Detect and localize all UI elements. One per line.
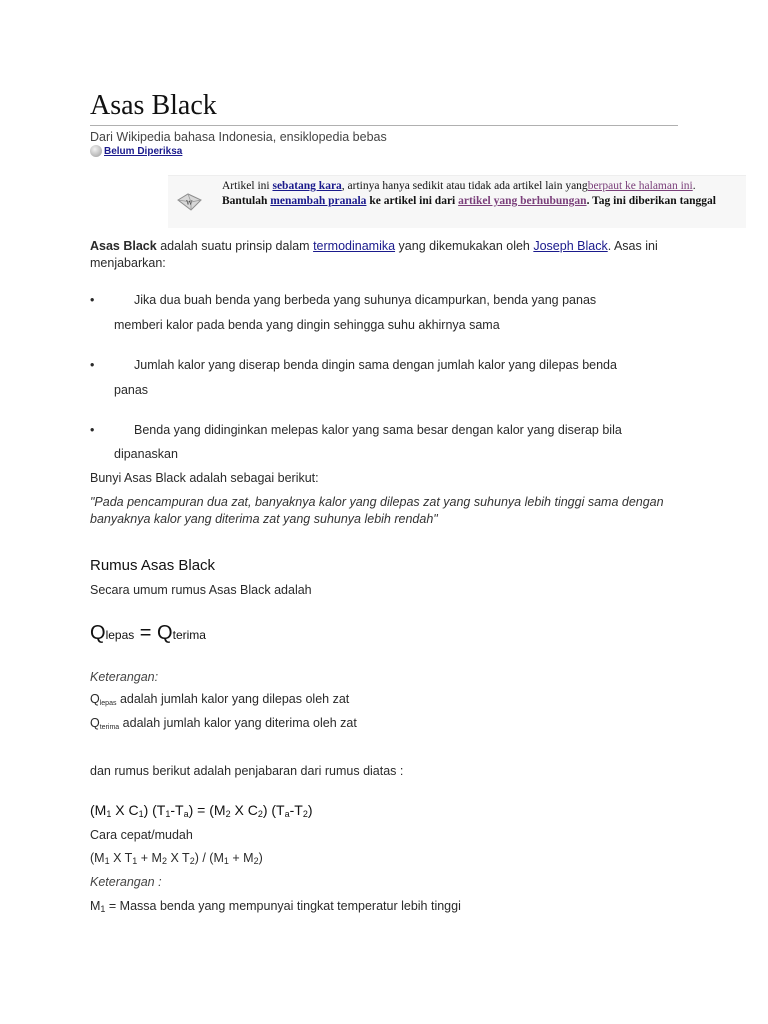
list-item-line-1: Jumlah kalor yang diserap benda dingin sama dengan jumlah kalor yang dilepas benda [134,358,617,372]
list-item [114,418,674,466]
link-artikel-berhubungan[interactable]: artikel yang berhubungan [458,195,587,207]
svg-text:W: W [186,199,193,207]
formula-q2: Q [157,622,173,644]
formula-sub-lepas: lepas [105,628,135,642]
eq3-sub: 1 [223,856,229,866]
eq2-sub: 2 [225,809,231,819]
eq2-part: -T [170,802,184,818]
stub-bold-2: ke artikel ini dari [366,195,459,207]
stub-bold-1: Bantulah [222,195,271,207]
qterima-sub: terima [99,724,120,731]
eq2-sub: a [183,809,189,819]
review-badge-icon [90,145,102,157]
puzzle-icon [175,190,203,214]
bullet-symbol: • [90,293,95,307]
list-item-line-1: Benda yang didinginkan melepas kalor yang sama besar dengan kalor yang diserap bila [134,423,622,437]
eq2-sub: 2 [257,809,263,819]
eq3-part: X T [167,851,190,865]
link-sebatang-kara[interactable]: sebatang kara [272,180,342,192]
eq2-part: (M [90,802,107,818]
eq3-sub: 2 [189,856,195,866]
eq3-sub: 2 [253,856,259,866]
formula-sub-terima: terima [172,628,206,642]
review-badge [90,145,182,157]
qlepas-text: adalah jumlah kalor yang dilepas oleh zat [116,692,350,706]
list-item-line-2: panas [114,383,149,397]
eq3-part: + M [228,851,254,865]
link-termodinamika[interactable]: termodinamika [313,239,396,253]
eq2-sub: 2 [302,809,308,819]
intro-text-2: yang dikemukakan oleh [395,239,534,253]
qterima-text: adalah jumlah kalor yang diterima oleh zat [119,716,357,730]
main-formula [90,622,206,645]
eq3-part: ) / (M [194,851,224,865]
bullet-symbol: • [90,358,95,372]
review-badge-link[interactable]: Belum Diperiksa [104,146,183,157]
eq3-sub: 1 [104,856,110,866]
section-heading: Rumus Asas Black [90,557,216,574]
intro-paragraph [90,238,690,272]
eq2-part: ) (T [262,802,285,818]
link-joseph-black[interactable]: Joseph Black [533,239,608,253]
list-item-line-2: memberi kalor pada benda yang dingin sehingga suhu akhirnya sama [114,318,500,332]
m1-line [90,898,461,918]
eq2-sub: 1 [106,809,112,819]
eq3-sub: 2 [161,856,167,866]
qlepas-q: Q [90,692,100,706]
eq2-part: ) = (M [188,802,226,818]
eq2-sub: 1 [138,809,144,819]
eq2-sub: 1 [165,809,171,819]
eq2-part: ) [307,802,313,818]
intro-text-1: adalah suatu prinsip dalam [156,239,314,253]
formula-q1: Q [90,622,106,644]
intro-bold-term: Asas Black [90,239,157,253]
quick-formula [90,850,263,870]
eq3-part: X T [109,851,133,865]
qlepas-sub: lepas [99,700,117,707]
bunyi-text: Bunyi Asas Black adalah sebagai berikut: [90,471,319,485]
expanded-formula [90,802,313,819]
m1-sub: 1 [100,904,106,914]
intro-text-3: . Asas ini menjabarkan: [90,239,658,270]
eq2-sub: a [284,809,290,819]
link-berpaut[interactable]: berpaut ke halaman ini [587,180,693,192]
dan-text: dan rumus berikut adalah penjabaran dari rumus diatas : [90,764,404,778]
stub-text-3: . [692,180,696,192]
eq2-part: ) (T [143,802,166,818]
eq3-part: (M [90,851,105,865]
m1-text: = Massa benda yang mempunyai tingkat temperatur lebih tinggi [105,899,461,913]
eq2-part: -T [289,802,303,818]
list-item [114,288,674,338]
quote-text: "Pada pencampuran dua zat, banyaknya kalor yang dilepas zat yang suhunya lebih tinggi sama dengan banyaknya kalor yang diterima zat yang suhunya lebih rendah" [90,495,664,526]
eq3-part: ) [258,851,263,865]
keterangan-label: Keterangan: [90,670,159,684]
m1-m: M [90,899,101,913]
page-subtitle: Dari Wikipedia bahasa Indonesia, ensiklopedia bebas [90,130,387,144]
list-item-line-2: dipanaskan [114,447,178,461]
stub-bold-3: . Tag ini diberikan tanggal [586,195,716,207]
list-item-line-1: Jika dua buah benda yang berbeda yang suhunya dicampurkan, benda yang panas [134,293,597,307]
qterima-q: Q [90,716,100,730]
eq3-part: + M [137,851,162,865]
eq2-part: X C [111,802,139,818]
page-title: Asas Black [90,90,217,121]
cara-text: Cara cepat/mudah [90,828,193,842]
stub-notice-text [222,179,742,209]
link-menambah-pranala[interactable]: menambah pranala [270,195,367,207]
qlepas-line [90,691,349,712]
list-item [114,353,674,403]
formula-equals: = [134,622,158,644]
bullet-symbol: • [90,423,95,437]
qterima-line [90,715,357,736]
eq2-part: X C [230,802,258,818]
keterangan-label-2: Keterangan : [90,875,162,889]
title-divider [90,125,678,126]
section-intro: Secara umum rumus Asas Black adalah [90,583,312,597]
stub-text-2: , artinya hanya sedikit atau tidak ada artikel lain yang [341,180,588,192]
eq3-sub: 1 [132,856,138,866]
stub-text-1: Artikel ini [222,180,273,192]
